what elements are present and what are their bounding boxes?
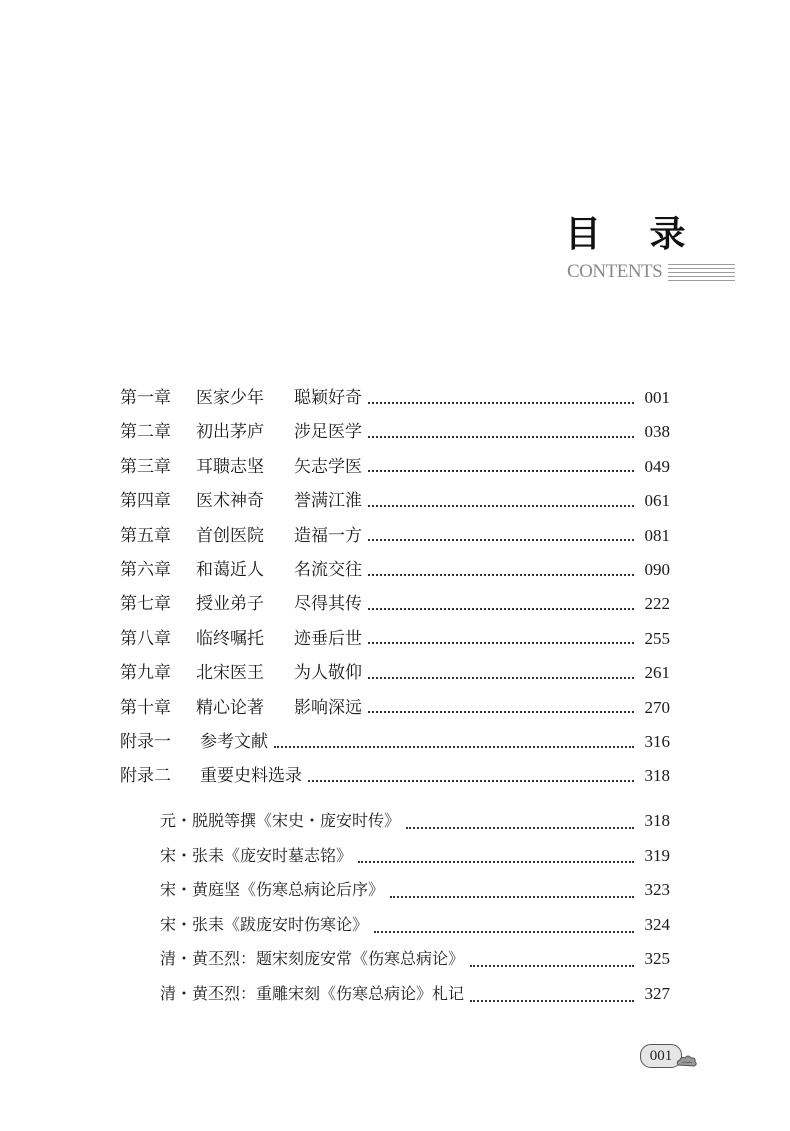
chapter-title-part1: 授业弟子 <box>196 594 264 615</box>
toc-entry[interactable] <box>120 555 670 589</box>
dot-leader <box>368 641 634 644</box>
page-number: 316 <box>644 731 670 751</box>
dot-leader <box>368 469 634 472</box>
page-number: 222 <box>644 594 670 614</box>
page-number: 001 <box>644 388 670 407</box>
chapter-number: 第六章 <box>120 559 171 580</box>
dot-leader <box>308 779 634 782</box>
chapter-number: 第二章 <box>120 422 171 443</box>
dot-leader <box>368 401 634 404</box>
appendix-entry[interactable] <box>120 761 670 795</box>
sub-entry-title: 宋・张耒《庞安时墓志铭》 <box>160 845 353 865</box>
page-number: 061 <box>644 491 670 511</box>
dot-leader <box>368 710 634 713</box>
chapter-title-part1: 耳聩志坚 <box>196 456 264 477</box>
chapter-number: 第九章 <box>120 663 171 684</box>
chapter-number: 第三章 <box>120 456 171 477</box>
dot-leader <box>470 964 634 967</box>
dot-leader <box>358 860 634 863</box>
cloud-ornament-icon <box>676 1054 698 1068</box>
chapter-title-part1: 北宋医王 <box>196 663 264 684</box>
sub-entry-title: 元・脱脱等撰《宋史・庞安时传》 <box>160 811 401 830</box>
toc-entry[interactable] <box>120 452 670 486</box>
page-number: 318 <box>644 766 670 786</box>
chapter-number: 第四章 <box>120 491 171 512</box>
appendix-title: 重要史料选录 <box>200 766 302 787</box>
chapter-title-part2: 尽得其传 <box>294 594 362 615</box>
toc-entry[interactable] <box>120 417 670 451</box>
dot-leader <box>274 745 634 748</box>
dot-leader <box>368 573 634 576</box>
appendix-sub-entries <box>160 808 670 1016</box>
appendix-entry[interactable] <box>120 727 670 761</box>
sub-entry-title: 宋・张耒《跋庞安时伤寒论》 <box>160 914 369 934</box>
sub-entry[interactable] <box>160 912 670 947</box>
chapter-number: 第八章 <box>120 628 171 649</box>
page-number: 038 <box>644 422 670 442</box>
sub-entry[interactable] <box>160 877 670 912</box>
dot-leader <box>374 930 634 933</box>
page-number: 081 <box>644 525 670 545</box>
chapter-title-part1: 精心论著 <box>196 697 264 718</box>
decorative-lines <box>668 264 735 284</box>
chapter-title-part1: 医家少年 <box>196 388 264 408</box>
page-number: 324 <box>644 914 670 934</box>
chapter-title-part2: 聪颖好奇 <box>294 388 362 408</box>
appendix-number: 附录一 <box>120 731 171 752</box>
page-number-badge: 001 <box>640 1044 682 1068</box>
toc-entry[interactable] <box>120 589 670 623</box>
sub-entry[interactable] <box>160 808 670 843</box>
toc-entry[interactable] <box>120 521 670 555</box>
chapter-title-part2: 名流交往 <box>294 559 362 580</box>
page-number: 327 <box>644 983 670 1003</box>
toc-entry[interactable] <box>120 383 670 417</box>
dot-leader <box>368 435 634 438</box>
chapter-title-part1: 首创医院 <box>196 525 264 546</box>
page-number: 270 <box>644 697 670 717</box>
page-number: 255 <box>644 628 670 648</box>
toc-entry[interactable] <box>120 486 670 520</box>
dot-leader <box>368 676 634 679</box>
sub-entry-title: 宋・黄庭坚《伤寒总病论后序》 <box>160 880 385 900</box>
toc-entry[interactable] <box>120 624 670 658</box>
page-title: 目 录 <box>565 214 704 255</box>
chapter-title-part1: 临终嘱托 <box>196 628 264 649</box>
page-number: 323 <box>644 880 670 900</box>
page-number: 325 <box>644 949 670 969</box>
chapter-number: 第一章 <box>120 388 171 408</box>
page-number: 318 <box>644 811 670 830</box>
sub-entry[interactable] <box>160 981 670 1016</box>
dot-leader <box>406 826 634 829</box>
appendix-number: 附录二 <box>120 766 171 787</box>
dot-leader <box>390 895 634 898</box>
chapter-title-part2: 誉满江淮 <box>294 491 362 512</box>
dot-leader <box>368 504 634 507</box>
chapter-title-part2: 迹垂后世 <box>294 628 362 649</box>
dot-leader <box>368 607 634 610</box>
appendix-title: 参考文献 <box>200 731 268 752</box>
chapter-title-part2: 矢志学医 <box>294 456 362 477</box>
sub-entry[interactable] <box>160 843 670 878</box>
page-number: 049 <box>644 456 670 476</box>
toc-entry[interactable] <box>120 658 670 692</box>
chapter-title-part2: 为人敬仰 <box>294 663 362 684</box>
chapter-title-part1: 初出茅庐 <box>196 422 264 443</box>
dot-leader <box>470 999 634 1002</box>
sub-entry-title: 清・黄丕烈：题宋刻庞安常《伤寒总病论》 <box>160 949 465 969</box>
sub-entry[interactable] <box>160 946 670 981</box>
contents-heading <box>567 259 735 285</box>
contents-label: CONTENTS <box>567 261 663 282</box>
chapter-number: 第十章 <box>120 697 171 718</box>
chapter-title-part1: 和蔼近人 <box>196 559 264 580</box>
sub-entry-title: 清・黄丕烈：重雕宋刻《伤寒总病论》札记 <box>160 983 465 1003</box>
chapter-title-part1: 医术神奇 <box>196 491 264 512</box>
chapter-number: 第五章 <box>120 525 171 546</box>
toc-entry[interactable] <box>120 693 670 727</box>
dot-leader <box>368 538 634 541</box>
table-of-contents <box>120 383 670 796</box>
page-number: 261 <box>644 663 670 683</box>
chapter-number: 第七章 <box>120 594 171 615</box>
page-number: 090 <box>644 559 670 579</box>
chapter-title-part2: 涉足医学 <box>294 422 362 443</box>
chapter-title-part2: 造福一方 <box>294 525 362 546</box>
page-number: 319 <box>644 845 670 865</box>
chapter-title-part2: 影响深远 <box>294 697 362 718</box>
